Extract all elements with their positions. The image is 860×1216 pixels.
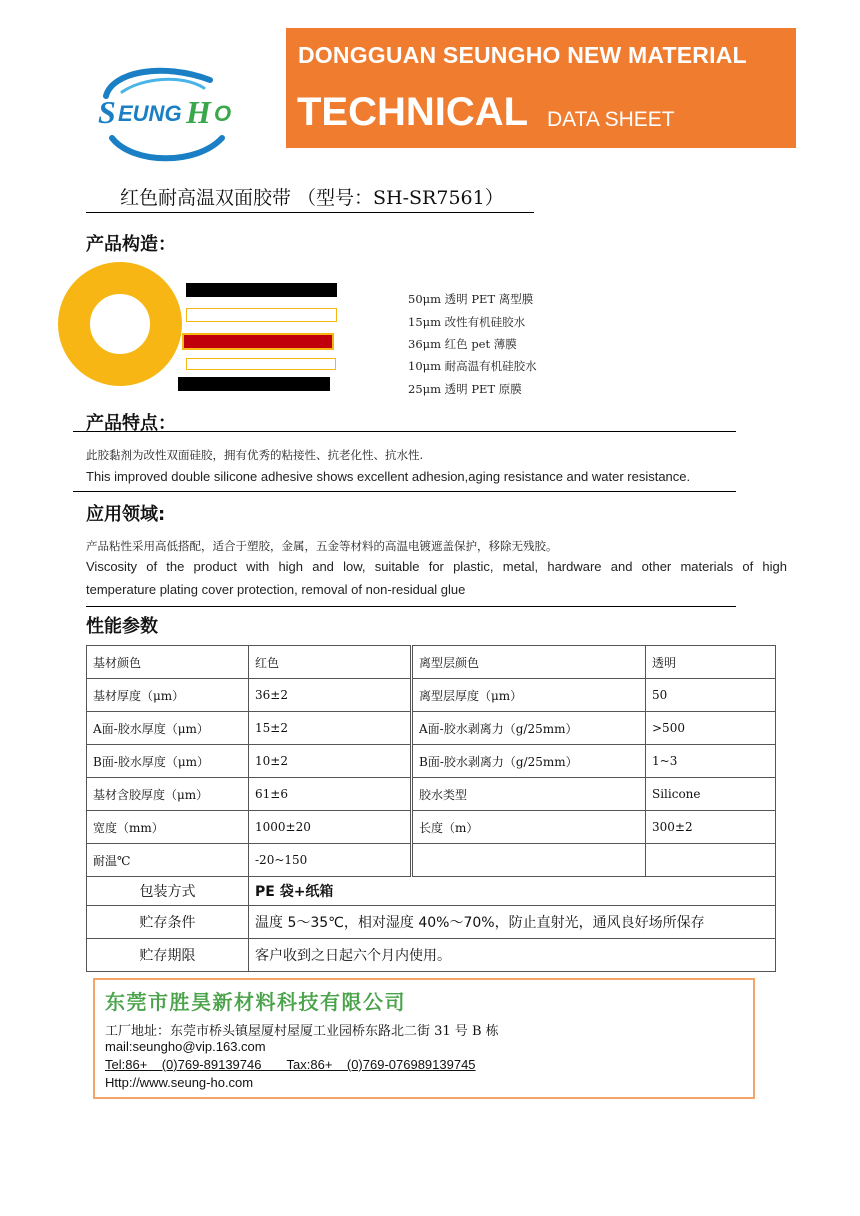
divider xyxy=(73,491,736,492)
table-cell: 基材颜色 xyxy=(87,646,249,679)
table-cell: PE 袋+纸箱 xyxy=(249,877,776,906)
table-cell: B面-胶水剥离力（g/25mm） xyxy=(412,745,646,778)
table-row xyxy=(87,877,776,906)
applications-text-en-2: temperature plating cover protection, removal of non-residual glue xyxy=(86,582,466,597)
svg-text:EUNG: EUNG xyxy=(118,101,182,126)
table-row xyxy=(87,712,776,745)
layer-red-pet-film xyxy=(182,333,334,350)
applications-heading: 应用领域: xyxy=(86,504,166,525)
table-cell: 36±2 xyxy=(249,679,412,712)
applications-text-cn: 产品粘性采用高低搭配，适合于塑胶，金属，五金等材料的高温电镀遮盖保护，移除无残胶。 xyxy=(86,539,558,553)
table-cell: A面-胶水剥离力（g/25mm） xyxy=(412,712,646,745)
contact-email[interactable]: mail:seungho@vip.163.com xyxy=(105,1039,266,1054)
structure-heading: 产品构造： xyxy=(86,234,176,255)
table-cell: B面-胶水厚度（μm） xyxy=(87,745,249,778)
table-cell: 红色 xyxy=(249,646,412,679)
table-cell: 贮存条件 xyxy=(87,906,249,939)
contact-box xyxy=(93,978,755,1099)
svg-text:S: S xyxy=(98,94,116,130)
table-cell: 包装方式 xyxy=(87,877,249,906)
table-cell: Silicone xyxy=(646,778,776,811)
table-row xyxy=(87,646,776,679)
document-title xyxy=(86,183,534,213)
layer-silicone-adhesive-b xyxy=(186,358,336,370)
table-cell: 15±2 xyxy=(249,712,412,745)
table-cell: 1~3 xyxy=(646,745,776,778)
table-cell: 61±6 xyxy=(249,778,412,811)
table-cell: 50 xyxy=(646,679,776,712)
table-cell: 基材厚度（μm） xyxy=(87,679,249,712)
table-cell: 贮存期限 xyxy=(87,939,249,972)
features-heading: 产品特点： xyxy=(86,413,176,434)
table-cell xyxy=(646,844,776,877)
svg-text:O: O xyxy=(214,101,232,126)
website-link[interactable]: Http://www.seung-ho.com xyxy=(105,1075,254,1090)
table-cell: 耐温℃ xyxy=(87,844,249,877)
layer-label: 50μm 透明 PET 离型膜 xyxy=(408,292,534,306)
table-row xyxy=(87,939,776,972)
table-cell: 1000±20 xyxy=(249,811,412,844)
seungho-logo xyxy=(92,66,252,166)
layer-release-film xyxy=(186,283,337,297)
layer-label: 10μm 耐高温有机硅胶水 xyxy=(408,359,537,373)
layer-label: 25μm 透明 PET 原膜 xyxy=(408,382,522,396)
table-cell: 客户收到之日起六个月内使用。 xyxy=(249,939,776,972)
table-row xyxy=(87,844,776,877)
divider xyxy=(73,431,736,432)
table-cell: 离型层厚度（μm） xyxy=(412,679,646,712)
contact-phone: Tel:86+ (0)769-89139746 Tax:86+ (0)769-076989139745 xyxy=(105,1057,476,1072)
layer-label: 36μm 红色 pet 薄膜 xyxy=(408,337,517,351)
layer-silicone-adhesive-a xyxy=(186,308,337,322)
factory-address: 工厂地址：东莞市桥头镇屋厦村屋厦工业园桥东路北二街 31 号 B 栋 xyxy=(105,1024,499,1039)
features-text-cn: 此胶黏剂为改性双面硅胶，拥有优秀的粘接性、抗老化性、抗水性. xyxy=(86,448,424,462)
table-cell: >500 xyxy=(646,712,776,745)
table-cell: 宽度（mm） xyxy=(87,811,249,844)
table-row xyxy=(87,745,776,778)
table-row xyxy=(87,679,776,712)
layer-pet-base-film xyxy=(178,377,330,391)
table-cell: 10±2 xyxy=(249,745,412,778)
tape-roll-icon xyxy=(58,262,182,386)
table-row xyxy=(87,778,776,811)
table-cell: 透明 xyxy=(646,646,776,679)
spec-table xyxy=(86,645,776,972)
table-cell: 基材含胶厚度（μm） xyxy=(87,778,249,811)
specs-heading: 性能参数 xyxy=(86,616,158,637)
document-title-text: 红色耐高温双面胶带 （型号：SH-SR7561） xyxy=(120,187,504,209)
table-cell: 300±2 xyxy=(646,811,776,844)
table-cell: A面-胶水厚度（μm） xyxy=(87,712,249,745)
table-cell: 离型层颜色 xyxy=(412,646,646,679)
table-row xyxy=(87,811,776,844)
banner-technical: TECHNICAL xyxy=(297,90,529,134)
banner-company: DONGGUAN SEUNGHO NEW MATERIAL xyxy=(298,42,747,68)
header-banner xyxy=(286,28,796,148)
layer-label: 15μm 改性有机硅胶水 xyxy=(408,315,526,329)
features-text-en: This improved double silicone adhesive shows excellent adhesion,aging resistance and water resistance. xyxy=(86,469,691,484)
table-cell xyxy=(412,844,646,877)
table-cell: 长度（m） xyxy=(412,811,646,844)
table-cell: 温度 5～35℃，相对湿度 40%～70%，防止直射光，通风良好场所保存 xyxy=(249,906,776,939)
table-cell: -20~150 xyxy=(249,844,412,877)
divider xyxy=(86,606,736,607)
table-cell: 胶水类型 xyxy=(412,778,646,811)
banner-data-sheet: DATA SHEET xyxy=(547,108,675,131)
svg-text:H: H xyxy=(186,94,211,130)
applications-text-en-1: Viscosity of the product with high and low, suitable for plastic, metal, hardware and other materials of high xyxy=(86,559,787,574)
company-name: 东莞市胜昊新材料科技有限公司 xyxy=(105,990,406,1014)
table-row xyxy=(87,906,776,939)
